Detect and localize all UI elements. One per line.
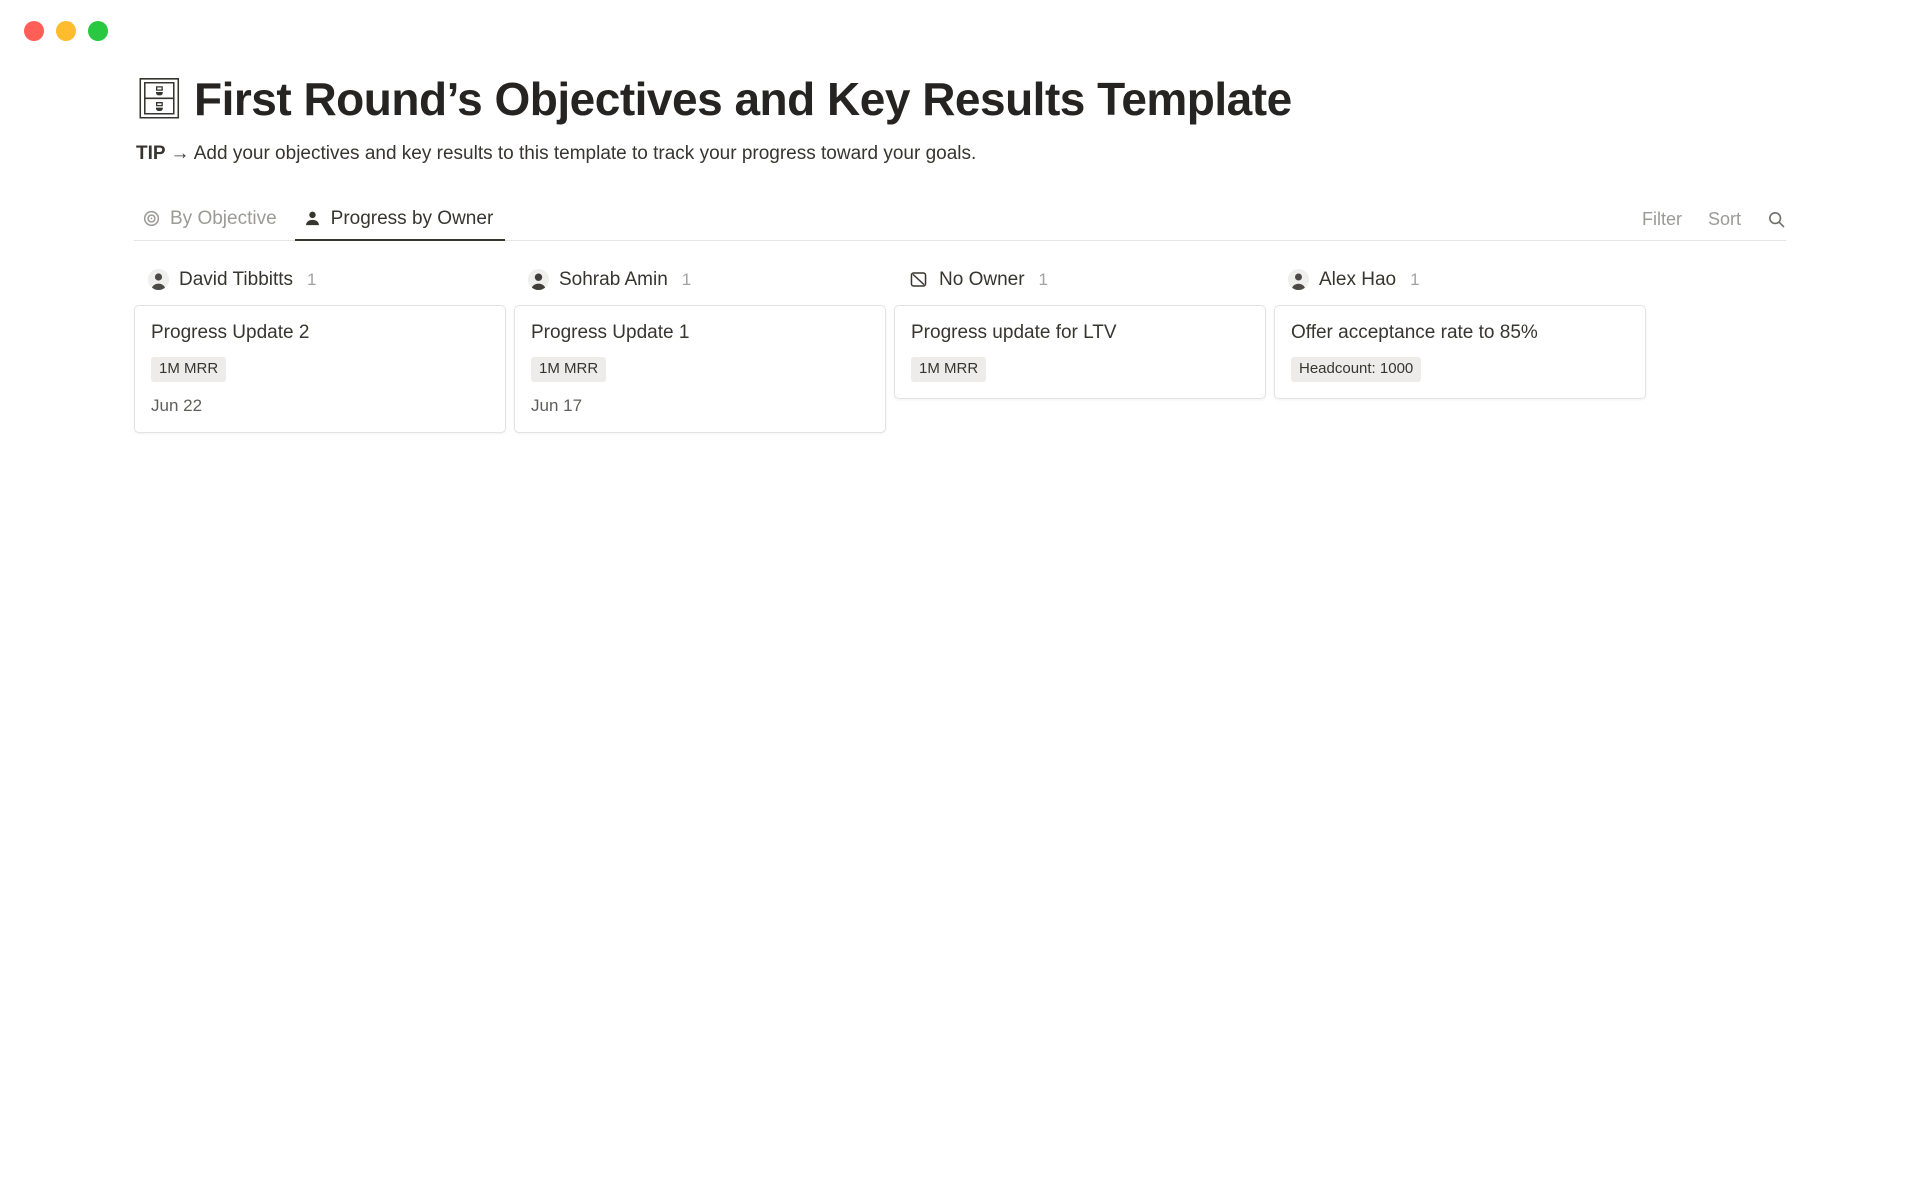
view-actions — [1642, 209, 1786, 240]
column-header[interactable] — [1274, 263, 1646, 297]
board-column-david-tibbitts — [134, 263, 506, 443]
board-column-sohrab-amin — [514, 263, 886, 443]
page-title-row — [0, 72, 1920, 126]
column-owner-name: David Tibbitts — [179, 268, 294, 290]
tab-progress-by-owner-label: Progress by Owner — [330, 207, 494, 229]
column-owner-name: Sohrab Amin — [559, 268, 668, 290]
tab-progress-by-owner[interactable] — [295, 197, 506, 240]
filter-button[interactable]: Filter — [1641, 208, 1682, 229]
tip-label: TIP → — [136, 143, 190, 164]
close-window-button[interactable] — [24, 21, 44, 41]
minimize-window-button[interactable] — [56, 21, 76, 41]
tag: 1M MRR — [911, 357, 986, 382]
card-title: Progress Update 2 — [151, 321, 310, 343]
search-icon[interactable] — [1767, 210, 1786, 229]
card-date: Jun 17 — [531, 395, 583, 415]
column-count: 1 — [1038, 269, 1048, 289]
tab-by-objective-label: By Objective — [170, 207, 277, 229]
column-count: 1 — [1410, 269, 1420, 289]
tip-callout — [0, 140, 1920, 169]
card-tags — [531, 357, 869, 382]
column-count: 1 — [681, 269, 692, 289]
avatar — [148, 269, 169, 290]
sort-button[interactable]: Sort — [1707, 208, 1741, 229]
tag: 1M MRR — [151, 357, 226, 382]
tag: Headcount: 1000 — [1291, 357, 1421, 382]
avatar — [1288, 269, 1309, 290]
column-count: 1 — [307, 269, 317, 289]
board-card[interactable] — [134, 305, 506, 433]
card-tags — [911, 357, 1249, 382]
page-icon[interactable]: 🗄 — [134, 77, 185, 121]
page-content — [0, 72, 1920, 443]
card-tags — [151, 357, 489, 382]
column-header[interactable] — [134, 263, 506, 297]
column-owner-name: No Owner — [939, 268, 1025, 290]
tab-by-objective[interactable] — [134, 197, 289, 240]
tag: 1M MRR — [531, 357, 606, 382]
target-icon — [142, 209, 161, 228]
view-tabs — [134, 197, 505, 240]
card-title: Progress update for LTV — [911, 321, 1117, 343]
board-card[interactable] — [894, 305, 1266, 399]
card-title: Offer acceptance rate to 85% — [1291, 321, 1538, 343]
no-owner-icon — [908, 269, 929, 290]
column-header[interactable] — [514, 263, 886, 297]
kanban-board — [0, 263, 1920, 443]
board-card[interactable] — [1274, 305, 1646, 399]
board-card[interactable] — [514, 305, 886, 433]
card-tags — [1291, 357, 1629, 382]
card-title: Progress Update 1 — [531, 321, 690, 343]
board-column-no-owner — [894, 263, 1266, 409]
traffic-lights — [24, 21, 108, 41]
maximize-window-button[interactable] — [88, 21, 108, 41]
tip-text: Add your objectives and key results to this template to track your progress toward your goals. — [193, 143, 977, 164]
avatar — [528, 269, 549, 290]
window-title-bar — [0, 0, 1920, 62]
person-icon — [303, 209, 322, 228]
view-bar — [134, 197, 1786, 241]
page-title[interactable]: First Round’s Objectives and Key Results Template — [194, 73, 1292, 125]
board-column-alex-hao — [1274, 263, 1646, 409]
card-date: Jun 22 — [151, 395, 203, 415]
column-owner-name: Alex Hao — [1319, 268, 1397, 290]
column-header[interactable] — [894, 263, 1266, 297]
